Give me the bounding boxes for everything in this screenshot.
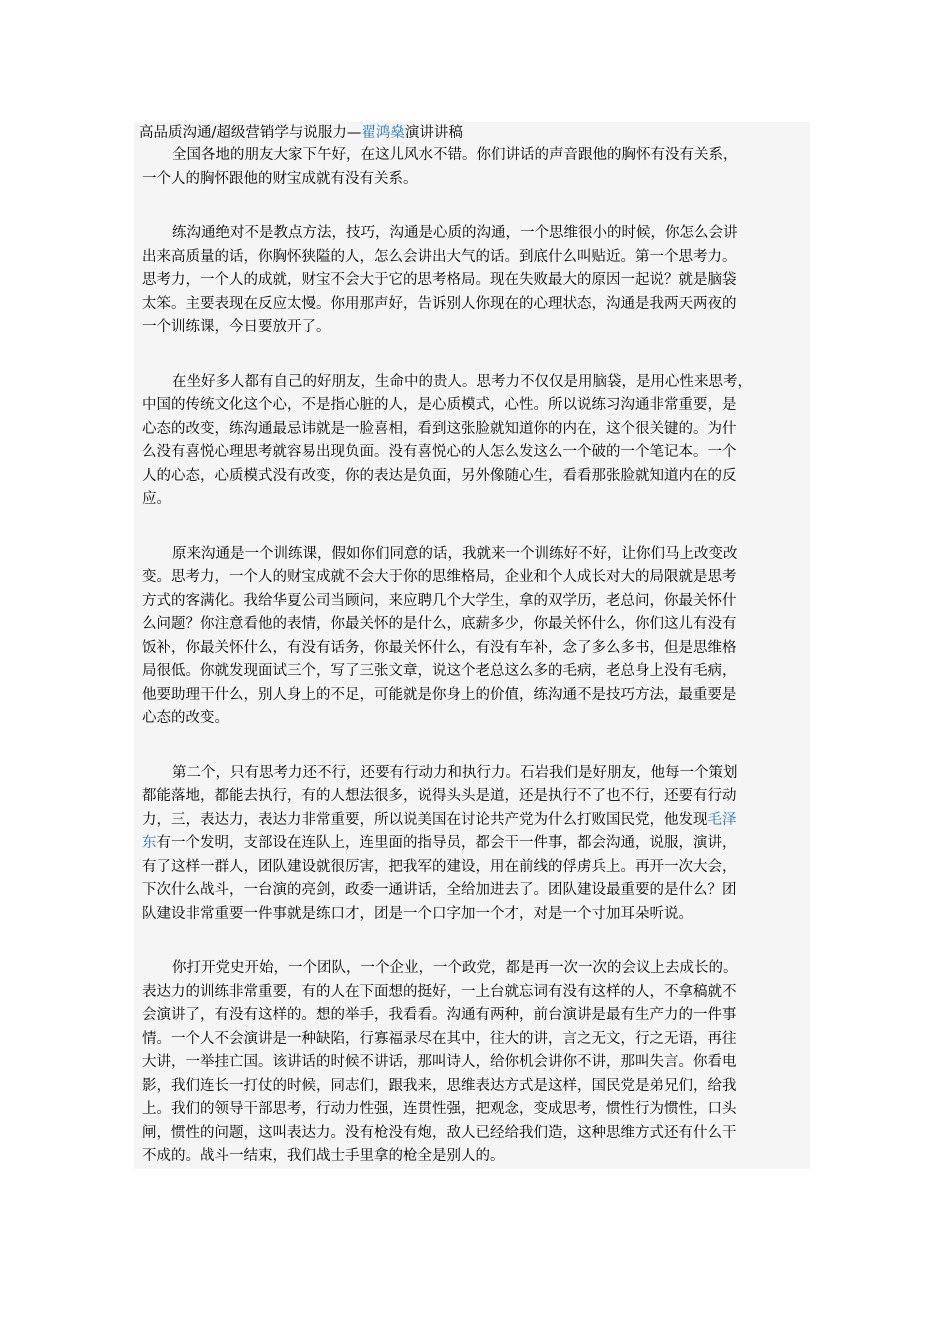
document-title	[139, 122, 810, 144]
text-line: 人的心态，心质模式没有改变，你的表达是负面，另外像随心生，看看那张脸就知道内在的反	[142, 467, 737, 484]
text-line: 心态的改变，练沟通最忌讳就是一脸喜相，看到这张脸就知道你的内在，这个很关键的。为什	[142, 420, 737, 437]
paragraph-4	[142, 543, 810, 731]
title-suffix: 演讲讲稿	[404, 125, 463, 141]
paragraph-3	[142, 371, 810, 512]
text-line: 一个训练课，今日要放开了。	[142, 319, 331, 335]
text-line: 变。思考力，一个人的财宝成就不会大于你的思维格局，企业和个人成长对大的局限就是思考	[142, 569, 737, 585]
title-prefix: 高品质沟通/超级营销学与说服力—	[139, 125, 362, 141]
text-line: 大讲，一举挂亡国。该讲话的时候不讲话，那叫诗人，给你机会讲你不讲，那叫失言。你看电	[142, 1054, 737, 1070]
text-line: 不成的。战斗一结束，我们战士手里拿的枪全是别人的。	[142, 1148, 505, 1164]
text-line: 思考力，一个人的成就，财宝不会大于它的思考格局。现在失败最大的原因一起说？就是脑袋	[142, 272, 737, 288]
text-line: 一个人的胸怀跟他的财宝成就有没有关系。	[142, 170, 418, 187]
text-line: 他要助理干什么，别人身上的不足，可能就是你身上的价值，练沟通不是技巧方法，最重要是	[142, 686, 737, 703]
text-line: 出来高质量的话，你胸怀狭隘的人，怎么会讲出大气的话。到底什么叫贴近。第一个思考力。	[142, 248, 737, 265]
text-line: 饭补，你最关怀什么，有没有话务，你最关怀什么，有没有车补，念了多么多书，但是思维格	[142, 639, 737, 656]
paragraph-1	[142, 144, 810, 191]
text-line: 全国各地的朋友大家下午好，在这儿风水不错。你们讲话的声音跟他的胸怀有没有关系，	[172, 147, 738, 163]
text-line: 下次什么战斗，一台演的亮剑，政委一通讲话，全给加进去了。团队建设最重要的是什么？团	[142, 882, 737, 898]
text-line: 会演讲了，有没有这样的。想的举手，我看看。沟通有两种，前台演讲是最有生产力的一件事	[142, 1007, 737, 1023]
text-line: 情。一个人不会演讲是一种缺陷，行寡福录尽在其中，往大的讲，言之无文，行之无语，再往	[142, 1030, 737, 1047]
text-line: 太笨。主要表现在反应太慢。你用那声好，告诉别人你现在的心理状态，沟通是我两天两夜的	[142, 295, 737, 312]
text-line: 么没有喜悦心理思考就容易出现负面。没有喜悦心的人怎么发这么一个破的一个笔记本。一个	[142, 444, 737, 460]
text-line: 中国的传统文化这个心，不是指心脏的人，是心质模式，心性。所以说练习沟通非常重要，是	[142, 397, 737, 413]
text-line: 么问题？你注意看他的表情，你最关怀的是什么，底薪多少，你最关怀什么，你们这儿有没有	[142, 616, 737, 632]
text-line: 闸，惯性的问题，这叫表达力。没有枪没有炮，敌人已经给我们造，这种思维方式还有什么干	[142, 1124, 737, 1141]
text-line: 方式的客满化。我给华夏公司当顾问，来应聘几个大学生，拿的双学历，老总问，你最关怀什	[142, 592, 737, 609]
text-line: 有了这样一群人，团队建设就很厉害，把我军的建设，用在前线的俘虏兵上。再开一次大会，	[142, 858, 737, 875]
paragraph-6	[142, 957, 810, 1169]
document-page	[134, 122, 810, 1169]
mao-zedong-link-part-1[interactable]: 毛泽	[707, 811, 737, 828]
text-line: 第二个，只有思考力还不行，还要有行动力和执行力。石岩我们是好朋友，他每一个策划	[172, 764, 738, 781]
text-line: 力，三，表达力，表达力非常重要，所以说美国在讨论共产党为什么打败国民党，他发现	[142, 811, 708, 828]
text-line: 队建设非常重要一件事就是练口才，团是一个口字加一个才，对是一个寸加耳朵听说。	[142, 905, 693, 922]
text-line: 原来沟通是一个训练课，假如你们同意的话，我就来一个训练好不好，让你们马上改变改	[172, 545, 738, 562]
text-line: 局很低。你就发现面试三个，写了三张文章，说这个老总这么多的毛病，老总身上没有毛病，	[142, 663, 737, 679]
text-line: 应。	[142, 491, 171, 507]
author-link[interactable]: 翟鸿燊	[361, 125, 405, 141]
text-line: 表达力的训练非常重要，有的人在下面想的挺好，一上台就忘词有没有这样的人，不拿稿就不	[142, 983, 737, 1000]
text-line: 在坐好多人都有自己的好朋友，生命中的贵人。思考力不仅仅是用脑袋，是用心性来思考，	[172, 373, 752, 390]
text-line: 影，我们连长一打仗的时候，同志们，跟我来，思维表达方式是这样，国民党是弟兄们，给我	[142, 1077, 737, 1094]
text-line: 都能落地，都能去执行，有的人想法很多，说得头头是道，还是执行不了也不行，还要有行动	[142, 788, 737, 804]
text-line: 你打开党史开始，一个团队，一个企业，一个政党，都是再一次一次的会议上去成长的。	[172, 960, 738, 976]
paragraph-5	[142, 762, 810, 927]
text-line: 有一个发明，支部设在连队上，连里面的指导员，都会干一件事，都会沟通，说服，演讲，	[156, 835, 737, 851]
text-line: 上。我们的领导干部思考，行动力性强，连贯性强，把观念，变成思考，惯性行为惯性，口头	[142, 1101, 737, 1117]
text-line: 练沟通绝对不是教点方法，技巧，沟通是心质的沟通，一个思维很小的时候，你怎么会讲	[172, 225, 738, 241]
text-line: 心态的改变。	[142, 710, 229, 726]
paragraph-2	[142, 222, 810, 340]
mao-zedong-link-part-2[interactable]: 东	[142, 835, 157, 851]
